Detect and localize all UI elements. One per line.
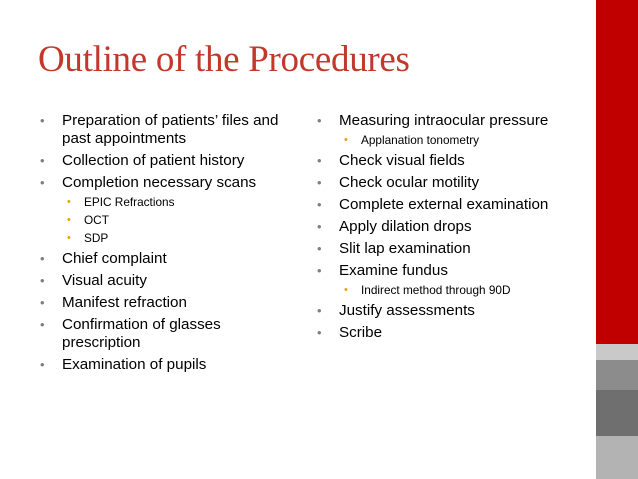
bullet-icon: • — [317, 197, 322, 212]
bullet-icon: • — [40, 251, 45, 266]
list-item-text: Justify assessments — [339, 302, 475, 319]
list-item — [40, 294, 290, 312]
list-item-text: Apply dilation drops — [339, 218, 472, 235]
bullet-icon: • — [40, 113, 45, 128]
bullet-icon: • — [317, 219, 322, 234]
bullet-icon: • — [317, 175, 322, 190]
list-item-text: Examine fundus — [339, 262, 448, 279]
decorative-sidebar — [596, 0, 638, 479]
bullet-icon: • — [40, 317, 45, 332]
bullet-icon: • — [317, 113, 322, 128]
sub-item-text: OCT — [84, 213, 109, 227]
slide-title: Outline of the Procedures — [38, 39, 410, 80]
list-item — [317, 262, 587, 280]
sidebar-gray-block — [596, 344, 638, 360]
sub-item-text: SDP — [84, 231, 109, 245]
bullet-icon: • — [317, 241, 322, 256]
list-item-text: Slit lap examination — [339, 240, 471, 257]
list-item — [317, 324, 587, 342]
list-item — [317, 174, 587, 192]
sub-list-item — [40, 195, 290, 210]
bullet-icon: • — [40, 295, 45, 310]
sub-list-item — [317, 283, 587, 298]
sub-list-item — [317, 133, 587, 148]
sub-bullet-icon: • — [344, 134, 348, 146]
list-item-text: Measuring intraocular pressure — [339, 112, 549, 129]
list-item — [40, 152, 290, 170]
list-item-text: Check ocular motility — [339, 174, 480, 191]
bullet-icon: • — [317, 153, 322, 168]
bullet-icon: • — [317, 325, 322, 340]
sub-bullet-icon: • — [67, 196, 71, 208]
sub-bullet-icon: • — [344, 284, 348, 296]
list-item-text: Preparation of patients’ files and past appointments — [62, 112, 279, 147]
list-item — [317, 240, 587, 258]
list-item — [40, 250, 290, 268]
list-item — [317, 196, 587, 214]
right-bullet-list — [317, 112, 587, 346]
list-item — [40, 356, 290, 374]
list-item — [40, 316, 290, 352]
list-item-text: Collection of patient history — [62, 152, 245, 169]
list-item — [40, 272, 290, 290]
list-item-text: Manifest refraction — [62, 294, 187, 311]
list-item — [317, 302, 587, 320]
bullet-icon: • — [40, 357, 45, 372]
list-item — [40, 174, 290, 192]
bullet-icon: • — [40, 175, 45, 190]
left-bullet-list — [40, 112, 290, 378]
sidebar-gray-block — [596, 436, 638, 479]
sub-item-text: Indirect method through 90D — [361, 283, 511, 297]
sidebar-gray-block — [596, 360, 638, 390]
list-item-text: Confirmation of glasses prescription — [62, 316, 221, 351]
sub-list-item — [40, 213, 290, 228]
list-item-text: Completion necessary scans — [62, 174, 257, 191]
list-item-text: Examination of pupils — [62, 356, 207, 373]
sub-item-text: EPIC Refractions — [84, 195, 175, 209]
bullet-icon: • — [317, 303, 322, 318]
sub-bullet-icon: • — [67, 232, 71, 244]
bullet-icon: • — [317, 263, 322, 278]
list-item-text: Visual acuity — [62, 272, 147, 289]
list-item — [40, 112, 290, 148]
sub-list-item — [40, 231, 290, 246]
list-item-text: Complete external examination — [339, 196, 549, 213]
list-item — [317, 218, 587, 236]
sub-item-text: Applanation tonometry — [361, 133, 480, 147]
list-item-text: Check visual fields — [339, 152, 465, 169]
sidebar-red-block — [596, 0, 638, 344]
list-item — [317, 112, 587, 130]
bullet-icon: • — [40, 273, 45, 288]
list-item-text: Scribe — [339, 324, 383, 341]
list-item — [317, 152, 587, 170]
sidebar-gray-block — [596, 390, 638, 436]
bullet-icon: • — [40, 153, 45, 168]
sub-bullet-icon: • — [67, 214, 71, 226]
list-item-text: Chief complaint — [62, 250, 167, 267]
